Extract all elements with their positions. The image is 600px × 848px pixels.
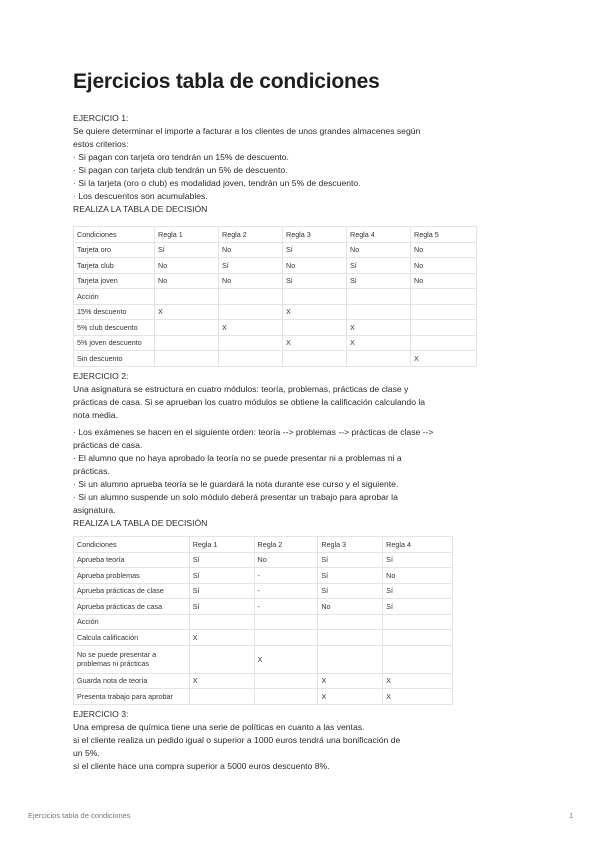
table-cell: No — [155, 258, 219, 274]
table-cell: 15% descuento — [74, 304, 155, 320]
table-cell: X — [383, 673, 453, 689]
table-cell — [411, 289, 477, 305]
table-cell: Condiciones — [74, 537, 190, 553]
table-cell: No — [219, 273, 283, 289]
table-row — [74, 673, 453, 689]
table-cell — [219, 351, 283, 367]
table-cell: No — [411, 242, 477, 258]
table-row — [74, 258, 477, 274]
exercise-2-line: · Los exámenes se hacen en el siguiente orden: teoría --> problemas --> prácticas de clase --> — [73, 427, 434, 437]
table-cell: X — [283, 335, 347, 351]
table-cell: Acción — [74, 614, 190, 630]
exercise-1-line: · Si pagan con tarjeta club tendrán un 5% de descuento. — [73, 165, 288, 175]
table-cell: X — [189, 673, 254, 689]
table-cell — [411, 304, 477, 320]
table-cell: - — [254, 599, 318, 615]
table-cell: X — [189, 630, 254, 646]
exercise-1-line: estos criterios: — [73, 139, 129, 149]
exercise-1-line: · Los descuentos son acumulables. — [73, 191, 208, 201]
table-cell — [219, 304, 283, 320]
table-row — [74, 599, 453, 615]
table-cell: - — [254, 568, 318, 584]
table-cell: Sí — [283, 273, 347, 289]
table-cell — [254, 614, 318, 630]
decision-table-1 — [73, 226, 477, 367]
table-cell: X — [347, 335, 411, 351]
table-cell — [318, 630, 383, 646]
footer-page-number: 1 — [569, 811, 574, 820]
table-cell: Aprueba teoría — [74, 552, 190, 568]
table-row — [74, 583, 453, 599]
table-cell: Sí — [347, 273, 411, 289]
table-cell: X — [219, 320, 283, 336]
table-cell — [155, 335, 219, 351]
table-cell: Sí — [383, 552, 453, 568]
table-cell: Regla 2 — [254, 537, 318, 553]
table-cell: X — [318, 689, 383, 705]
exercise-3-heading: EJERCICIO 3: — [73, 709, 129, 719]
table-cell — [189, 614, 254, 630]
exercise-2-task: REALIZA LA TABLA DE DECISIÓN — [73, 518, 208, 528]
table-cell: 5% joven descuento — [74, 335, 155, 351]
table-header-row — [74, 537, 453, 553]
table-cell — [254, 673, 318, 689]
table-cell: X — [318, 673, 383, 689]
exercise-1-text — [73, 112, 453, 216]
table-cell: Sí — [383, 583, 453, 599]
table-cell: 5% club descuento — [74, 320, 155, 336]
exercise-2-text — [73, 370, 453, 530]
table-cell: X — [283, 304, 347, 320]
table-cell: Condiciones — [74, 227, 155, 243]
table-row — [74, 289, 477, 305]
table-row — [74, 320, 477, 336]
table-row — [74, 630, 453, 646]
table-cell: No — [283, 258, 347, 274]
table-cell: - — [254, 583, 318, 599]
exercise-2-line: prácticas de casa. — [73, 440, 143, 450]
exercise-2-line: prácticas. — [73, 466, 110, 476]
exercise-3-text — [73, 708, 453, 773]
table-cell — [189, 645, 254, 673]
table-cell: Sí — [318, 568, 383, 584]
table-row — [74, 689, 453, 705]
table-cell: Sí — [189, 552, 254, 568]
table-cell: No — [347, 242, 411, 258]
table-cell: Tarjeta oro — [74, 242, 155, 258]
exercise-1-line: Se quiere determinar el importe a facturar a los clientes de unos grandes almacenes según — [73, 126, 421, 136]
table-cell: Regla 1 — [189, 537, 254, 553]
table-cell: No — [318, 599, 383, 615]
exercise-3-line: Una empresa de química tiene una serie de políticas en cuanto a las ventas. — [73, 722, 365, 732]
table-cell — [318, 614, 383, 630]
table-cell: Regla 3 — [318, 537, 383, 553]
table-cell: Tarjeta club — [74, 258, 155, 274]
table-cell — [411, 335, 477, 351]
table-cell: Sí — [189, 583, 254, 599]
table-cell — [283, 289, 347, 305]
table-cell: Guarda nota de teoría — [74, 673, 190, 689]
table-cell: Regla 4 — [383, 537, 453, 553]
table-row — [74, 614, 453, 630]
table-cell: X — [347, 320, 411, 336]
page-title: Ejercicios tabla de condiciones — [73, 70, 380, 93]
table-cell: Regla 4 — [347, 227, 411, 243]
table-cell — [283, 351, 347, 367]
footer-title: Ejercicios tabla de condiciones — [28, 811, 131, 820]
table-cell: Regla 3 — [283, 227, 347, 243]
table-header-row — [74, 227, 477, 243]
exercise-2-line: · Si un alumno suspende un solo módulo deberá presentar un trabajo para aprobar la — [73, 492, 398, 502]
table-row — [74, 568, 453, 584]
exercise-2-line: Una asignatura se estructura en cuatro módulos: teoría, problemas, prácticas de clase y — [73, 384, 409, 394]
table-cell — [219, 289, 283, 305]
table-cell: Sin descuento — [74, 351, 155, 367]
exercise-1-heading: EJERCICIO 1: — [73, 113, 129, 123]
table-cell: Sí — [219, 258, 283, 274]
table-cell: No — [219, 242, 283, 258]
table-row — [74, 304, 477, 320]
table-cell: Acción — [74, 289, 155, 305]
exercise-3-line: un 5%. — [73, 748, 100, 758]
table-cell: Regla 5 — [411, 227, 477, 243]
table-cell: Aprueba prácticas de clase — [74, 583, 190, 599]
table-cell — [347, 351, 411, 367]
table-cell — [254, 630, 318, 646]
table-cell — [283, 320, 347, 336]
table-cell: Sí — [318, 552, 383, 568]
exercise-3-line: si el cliente hace una compra superior a 5000 euros descuento 8%. — [73, 761, 330, 771]
table-cell: Tarjeta joven — [74, 273, 155, 289]
table-row — [74, 645, 453, 673]
table-cell: Regla 1 — [155, 227, 219, 243]
table-cell: No se puede presentar a problemas ni prácticas — [74, 645, 190, 673]
exercise-2-line: prácticas de casa. Si se aprueban los cuatro módulos se obtiene la calificación calculando la — [73, 397, 426, 407]
table-row — [74, 273, 477, 289]
table-row — [74, 242, 477, 258]
table-cell — [155, 351, 219, 367]
table-cell: No — [155, 273, 219, 289]
table-cell — [383, 645, 453, 673]
table-cell: No — [254, 552, 318, 568]
table-cell: X — [411, 351, 477, 367]
table-row — [74, 351, 477, 367]
exercise-2-line: nota media. — [73, 410, 118, 420]
table-cell: Sí — [383, 599, 453, 615]
exercise-1-line: · Si la tarjeta (oro o club) es modalidad joven, tendrán un 5% de descuento. — [73, 178, 361, 188]
exercise-2-line: asignatura. — [73, 505, 116, 515]
table-cell: Sí — [318, 583, 383, 599]
table-cell: No — [383, 568, 453, 584]
table-cell — [383, 630, 453, 646]
table-cell: No — [411, 273, 477, 289]
table-cell — [383, 614, 453, 630]
table-cell — [219, 335, 283, 351]
table-cell: Sí — [189, 599, 254, 615]
exercise-2-line: · El alumno que no haya aprobado la teoría no se puede presentar ni a problemas ni a — [73, 453, 402, 463]
decision-table-2 — [73, 536, 453, 705]
table-cell: Aprueba prácticas de casa — [74, 599, 190, 615]
table-cell — [189, 689, 254, 705]
table-cell — [155, 289, 219, 305]
table-row — [74, 552, 453, 568]
table-cell — [347, 304, 411, 320]
table-cell: No — [411, 258, 477, 274]
table-cell: X — [155, 304, 219, 320]
table-cell: Sí — [347, 258, 411, 274]
table-cell: Presenta trabajo para aprobar — [74, 689, 190, 705]
table-cell — [254, 689, 318, 705]
exercise-2-heading: EJERCICIO 2: — [73, 371, 129, 381]
table-cell — [347, 289, 411, 305]
table-cell: X — [254, 645, 318, 673]
table-cell: Regla 2 — [219, 227, 283, 243]
table-cell: Calcula calificación — [74, 630, 190, 646]
table-cell: Aprueba problemas — [74, 568, 190, 584]
table-row — [74, 335, 477, 351]
table-cell — [318, 645, 383, 673]
table-cell: Sí — [283, 242, 347, 258]
exercise-2-line: · Si un alumno aprueba teoría se le guardará la nota durante ese curso y el siguiente. — [73, 479, 399, 489]
table-cell — [411, 320, 477, 336]
table-cell: Sí — [155, 242, 219, 258]
table-cell — [155, 320, 219, 336]
exercise-3-line: si el cliente realiza un pedido igual o superior a 1000 euros tendrá una bonificación de — [73, 735, 401, 745]
table-cell: X — [383, 689, 453, 705]
exercise-1-task: REALIZA LA TABLA DE DECISIÓN — [73, 204, 208, 214]
exercise-1-line: · Si pagan con tarjeta oro tendrán un 15% de descuento. — [73, 152, 289, 162]
table-cell: Sí — [189, 568, 254, 584]
